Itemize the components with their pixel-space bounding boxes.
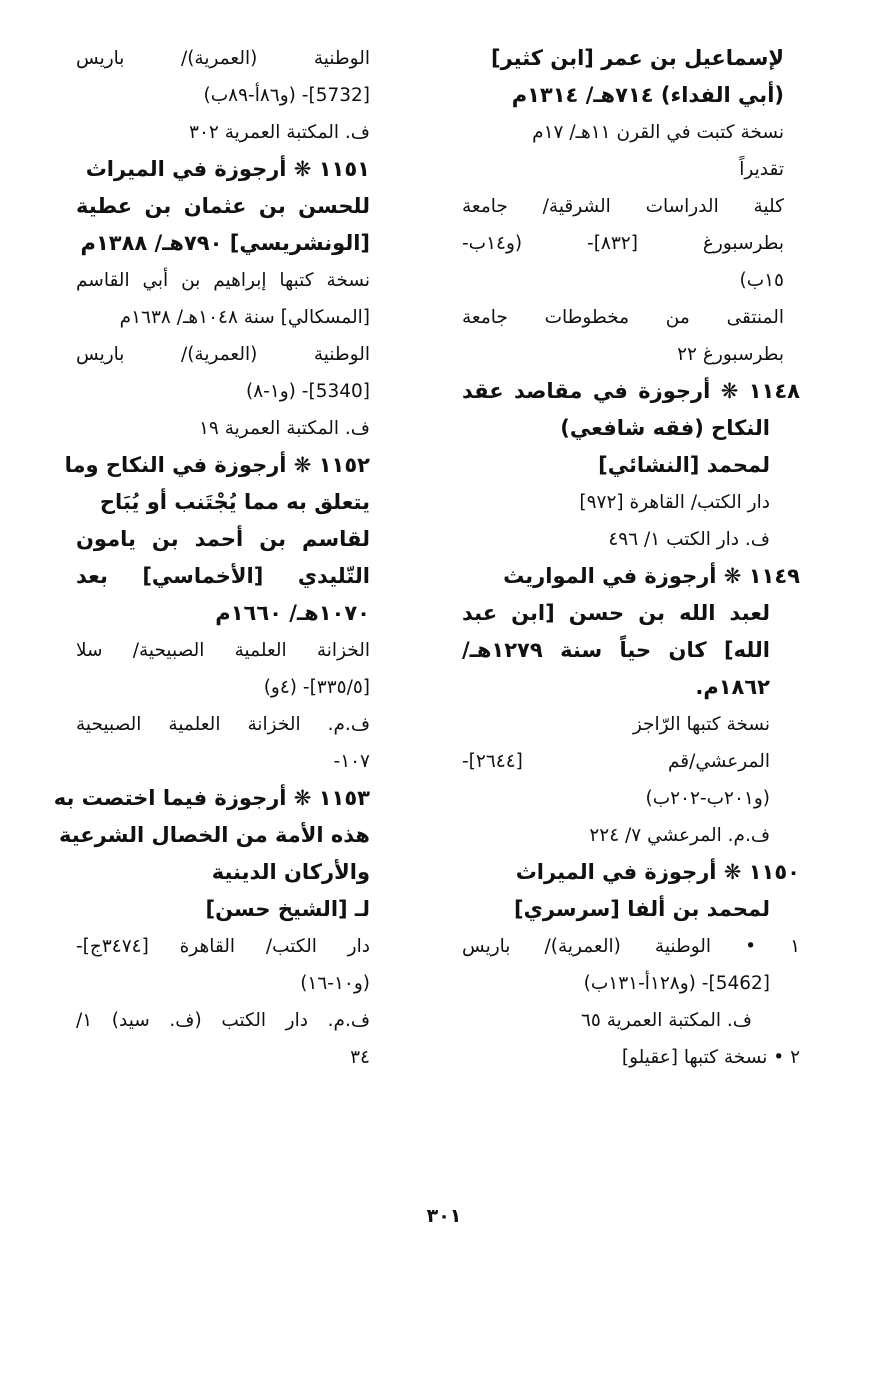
left-column: [53, 40, 370, 1076]
entry-heading-line: لمحمد [النشائي]: [598, 453, 770, 477]
entry-heading-line: هذه الأمة من الخصال الشرعية: [59, 823, 370, 847]
entry-text-line: الوطنية (العمرية)/ باريس: [76, 344, 370, 365]
entry-text-line: دار الكتب/ القاهرة [٩٧٢]: [579, 492, 770, 513]
entry-text-line: نسخة كتبت في القرن ١١هـ/ ١٧م: [532, 122, 784, 143]
entry-text-line: دار الكتب/ القاهرة [٣٤٧٤ج]-: [76, 936, 370, 957]
entry-text-line: ١ • الوطنية (العمرية)/ باريس: [462, 936, 800, 957]
entry-heading-line: يتعلق به مما يُجْتَنب أو يُبَاح: [99, 490, 370, 514]
entry-text-line: نسخة كتبها الرّاجز: [632, 714, 770, 735]
entry-text-line: ف.م. المرعشي ٧/ ٢٢٤: [589, 825, 770, 846]
entry-heading-line: ١١٥١ ❋ أرجوزة في الميراث: [85, 157, 370, 181]
entry-heading-line: لقاسم بن أحمد بن يامون: [76, 527, 370, 551]
entry-text-line: (و٢٠١ب-٢٠٢ب): [645, 788, 770, 809]
entry-text-line: [٣٣٥/٥]- (٤و): [263, 677, 370, 698]
entry-heading-line: (أبي الفداء) ٧١٤هـ/ ١٣١٤م: [511, 83, 784, 107]
entry-text-line: ف. المكتبة العمرية ٣٠٢: [189, 122, 370, 143]
entry-text-line: الخزانة العلمية الصبيحية/ سلا: [76, 640, 370, 661]
entry-heading-line: للحسن بن عثمان بن عطية: [76, 194, 370, 218]
entry-text-line: تقديراً: [739, 159, 784, 180]
entry-heading-line: لمحمد بن ألفا [سرسري]: [514, 897, 770, 921]
entry-text-line: ف.م. دار الكتب (ف. سيد) ١/: [76, 1010, 370, 1031]
entry-text-line: نسخة كتبها إبراهيم بن أبي القاسم: [76, 270, 370, 291]
entry-heading-line: [الونشريسي] ٧٩٠هـ/ ١٣٨٨م: [80, 231, 370, 255]
entry-text-line: ٣٤: [350, 1047, 370, 1068]
right-column: [462, 40, 800, 1076]
entry-text-line: ف.م. الخزانة العلمية الصبيحية: [76, 714, 370, 735]
entry-text-line: بطرسبورغ [٨٣٢]- (و١٤ب-: [462, 233, 784, 254]
entry-heading-line: لإسماعيل بن عمر [ابن كثير]: [490, 46, 784, 70]
entry-text-line: ١٠٧-: [333, 751, 370, 772]
entry-heading-line: ١١٥٣ ❋ أرجوزة فيما اختصت به: [53, 786, 370, 810]
entry-text-line: [5462]- (و١٢٨أ-١٣١ب): [583, 973, 770, 994]
entry-text-line: ٢ • نسخة كتبها [عقيلو]: [621, 1047, 800, 1068]
entry-text-line: ف. المكتبة العمرية ١٩: [198, 418, 370, 439]
entry-heading-line: ١١٤٩ ❋ أرجوزة في المواريث: [503, 564, 800, 588]
entry-text-line: بطرسبورغ ٢٢: [677, 344, 784, 365]
entry-text-line: [المسكالي] سنة ١٠٤٨هـ/ ١٦٣٨م: [119, 307, 370, 328]
entry-heading-line: ١١٥٢ ❋ أرجوزة في النكاح وما: [64, 453, 370, 477]
entry-text-line: الوطنية (العمرية)/ باريس: [76, 48, 370, 69]
entry-text-line: كلية الدراسات الشرقية/ جامعة: [462, 196, 784, 217]
entry-heading-line: التّليدي [الأخماسي] بعد: [76, 564, 370, 588]
entry-heading-line: ١١٤٨ ❋ أرجوزة في مقاصد عقد: [462, 379, 800, 403]
entry-heading-line: الله] كان حياً سنة ١٢٧٩هـ/: [462, 638, 770, 662]
entry-heading-line: النكاح (فقه شافعي): [560, 416, 770, 440]
entry-heading-line: لعبد الله بن حسن [ابن عبد: [462, 601, 770, 625]
entry-text-line: [5732]- (و٨٦أ-٨٩ب): [203, 85, 370, 106]
entry-heading-line: ١٠٧٠هـ/ ١٦٦٠م: [215, 601, 370, 625]
entry-text-line: المنتقى من مخطوطات جامعة: [462, 307, 784, 328]
entry-text-line: ف. دار الكتب ١/ ٤٩٦: [608, 529, 770, 550]
page-number: ٣٠١: [426, 1205, 462, 1227]
entry-heading-line: ١١٥٠ ❋ أرجوزة في الميراث: [515, 860, 800, 884]
entry-text-line: ١٥ب): [739, 270, 784, 291]
entry-text-line: [5340]- (و١-٨): [245, 381, 370, 402]
entry-text-line: (و١٠-١٦): [300, 973, 370, 994]
entry-heading-line: لـ [الشيخ حسن]: [205, 897, 370, 921]
entry-heading-line: ١٨٦٢م.: [695, 675, 770, 699]
entry-text-line: المرعشي/قم [٢٦٤٤]-: [462, 751, 770, 772]
entry-text-line: ف. المكتبة العمرية ٦٥: [580, 1010, 752, 1031]
entry-heading-line: والأركان الدينية: [211, 860, 370, 884]
